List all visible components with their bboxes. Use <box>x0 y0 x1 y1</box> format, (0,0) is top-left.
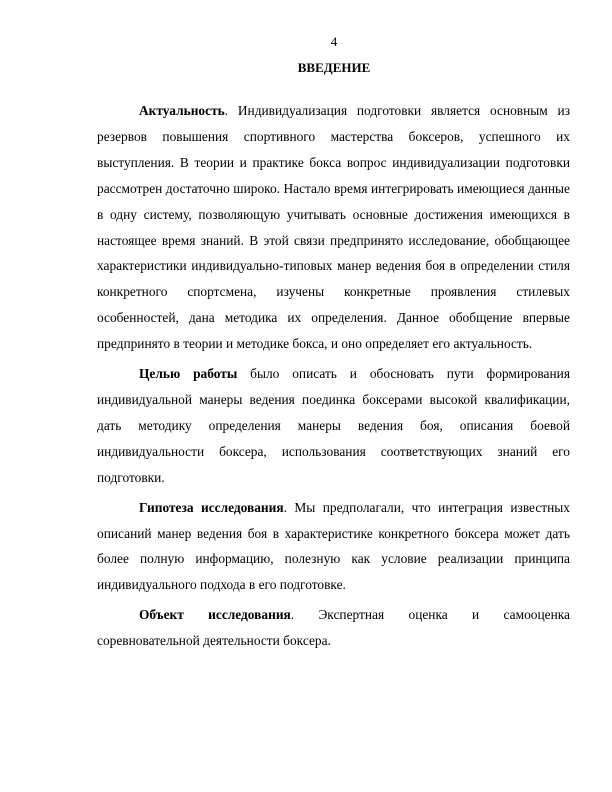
section-title: ВВЕДЕНИЕ <box>297 60 371 75</box>
paragraph-text: было описать и обосновать пути формирования индивидуальной манеры ведения поединка боксерами высокой квалификации, дать методику определения манеры ведения боя, описания боевой индивидуальности боксера, использования соответствующих знаний его подготовки. <box>97 366 570 485</box>
paragraph-hypothesis <box>97 495 570 599</box>
paragraph-goal <box>97 361 570 491</box>
paragraph-object <box>97 602 570 654</box>
paragraph-lead: Гипотеза исследования <box>139 499 284 515</box>
paragraph-text: . Мы предполагали, что интеграция известных описаний манер ведения боя в характеристике конкретного боксера может дать более полную информацию, полезную как условие реализации принципа индивидуального подхода в его подготовке. <box>97 499 570 593</box>
page-number: 4 <box>330 34 338 49</box>
paragraph-lead: Объект исследования <box>139 607 291 623</box>
paragraph-text: . Экспертная оценка и самооценка соревновательной деятельности боксера. <box>97 607 570 649</box>
paragraph-lead: Целью работы <box>139 366 238 382</box>
body-text <box>97 98 570 654</box>
paragraph-text: . Индивидуализация подготовки является основным из резервов повышения спортивного мастерства боксеров, успешного их выступления. В теории и практике бокса вопрос индивидуализации подготовки рассмотрен достаточно широко. Настало время интегрировать имеющиеся данные в одну систему, позволяющую учитывать основные достижения имеющихся в настоящее время знаний. В этой связи предпринято исследование, обобщающее характеристики индивидуально-типовых манер ведения боя в определении стиля конкретного спортсмена, изучены конкретные проявления стилевых особенностей, дана методика их определения. Данное обобщение впервые предпринято в теории и методике бокса, и оно определяет его актуальность. <box>97 103 570 352</box>
paragraph-relevance <box>97 98 570 357</box>
paragraph-lead: Актуальность <box>139 103 225 118</box>
